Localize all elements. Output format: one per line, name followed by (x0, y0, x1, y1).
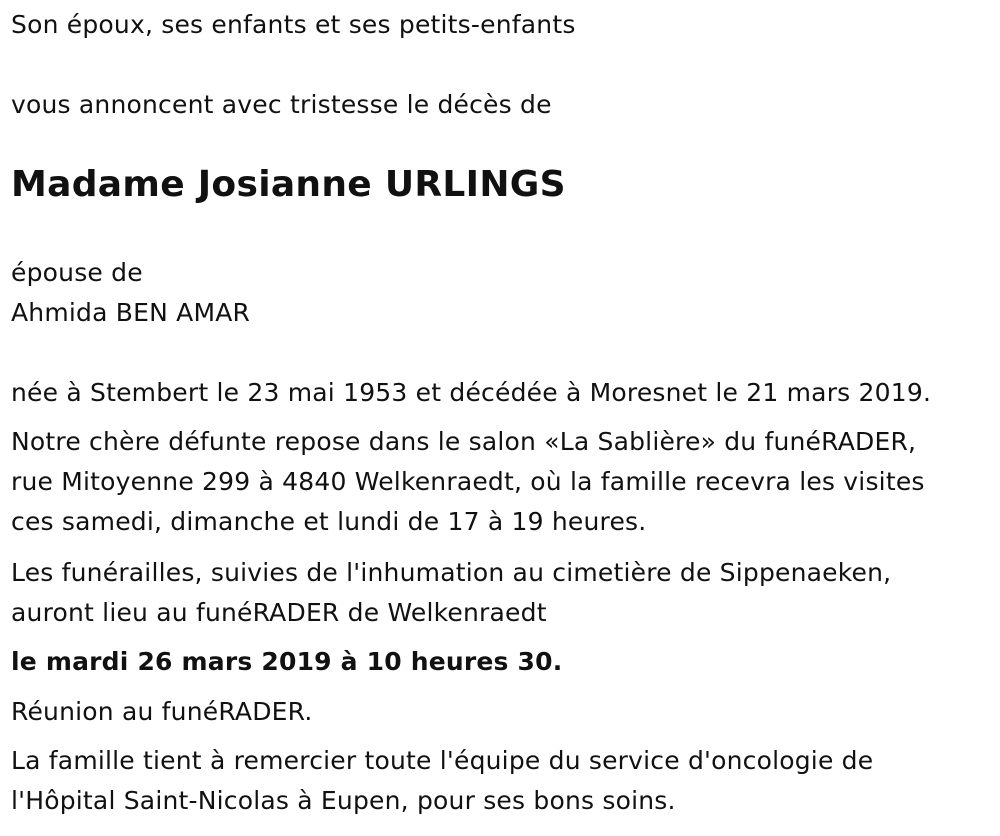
spouse-label: épouse de (11, 258, 143, 287)
thanks-line-2: l'Hôpital Saint-Nicolas à Eupen, pour ses bons soins. (11, 786, 676, 815)
ceremony-datetime: le mardi 26 mars 2019 à 10 heures 30. (11, 647, 563, 676)
spouse-name: Ahmida BEN AMAR (11, 298, 251, 327)
repose-line-2: rue Mitoyenne 299 à 4840 Welkenraedt, où la famille recevra les visites (11, 467, 925, 496)
intro-line: Son époux, ses enfants et ses petits-enfants (11, 10, 576, 39)
gathering-line: Réunion au funéRADER. (11, 697, 313, 726)
funeral-line-1: Les funérailles, suivies de l'inhumation au cimetière de Sippenaeken, (11, 558, 892, 587)
birth-death-line: née à Stembert le 23 mai 1953 et décédée à Moresnet le 21 mars 2019. (11, 378, 932, 407)
announce-line: vous annoncent avec tristesse le décès de (11, 90, 552, 119)
repose-line-1: Notre chère défunte repose dans le salon «La Sablière» du funéRADER, (11, 427, 917, 456)
funeral-line-2: auront lieu au funéRADER de Welkenraedt (11, 598, 547, 627)
repose-line-3: ces samedi, dimanche et lundi de 17 à 19 heures. (11, 507, 647, 536)
deceased-name: Madame Josianne URLINGS (11, 164, 566, 205)
thanks-line-1: La famille tient à remercier toute l'équipe du service d'oncologie de (11, 746, 874, 775)
